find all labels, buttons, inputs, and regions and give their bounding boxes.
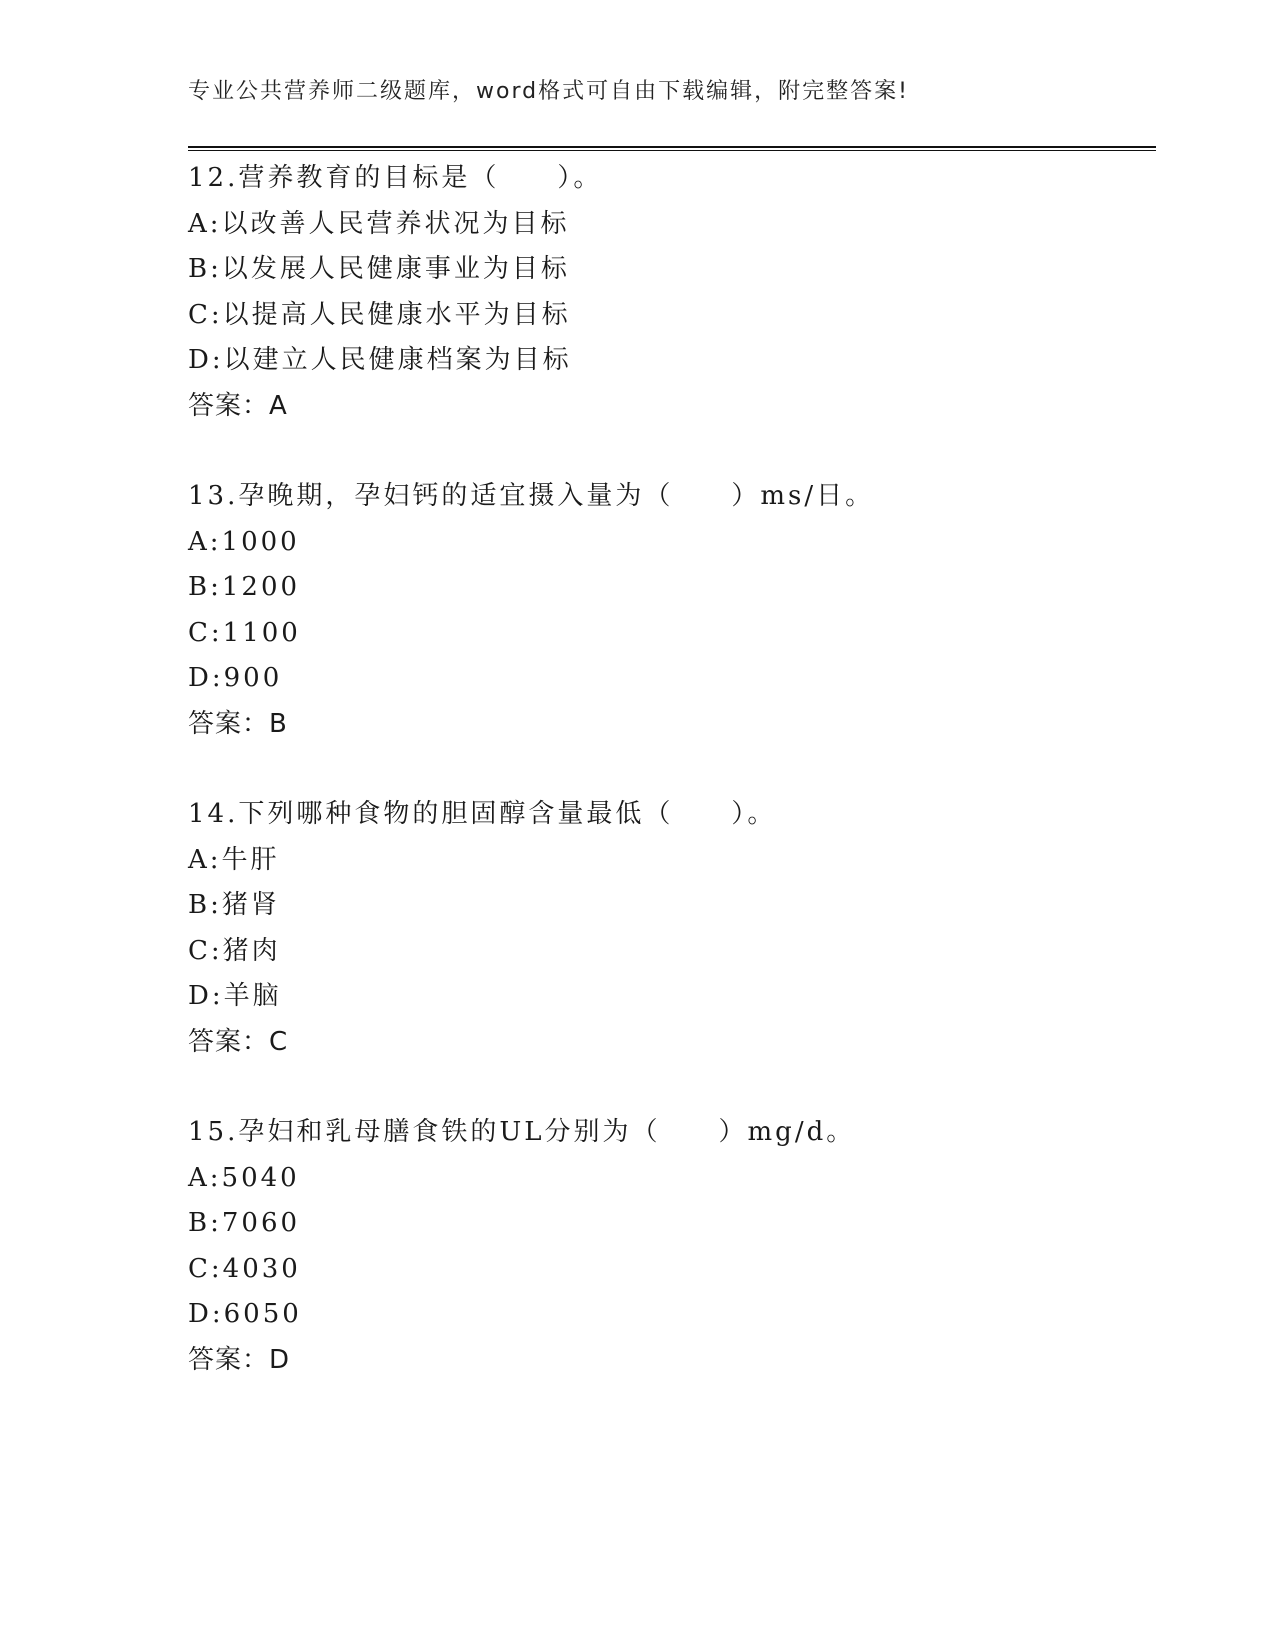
- header-rule: [188, 146, 1156, 151]
- option-a: A:以改善人民营养状况为目标: [188, 208, 570, 239]
- question-15: [188, 1110, 1148, 1383]
- option-c: C:4030: [188, 1253, 301, 1284]
- question-stem: 12.营养教育的目标是（ ）。: [188, 163, 603, 193]
- option-a: A:5040: [188, 1162, 300, 1193]
- question-stem: 15.孕妇和乳母膳食铁的UL分别为（ ）mg/d。: [188, 1117, 856, 1147]
- page-header: 专业公共营养师二级题库，word格式可自由下载编辑，附完整答案!: [188, 79, 909, 104]
- answer: 答案：A: [188, 390, 288, 421]
- option-c: C:猪肉: [188, 935, 281, 966]
- option-b: B:以发展人民健康事业为目标: [188, 254, 570, 284]
- option-b: B:猪肾: [188, 890, 280, 920]
- option-d: D:6050: [188, 1299, 302, 1329]
- option-d: D:羊脑: [188, 981, 282, 1011]
- option-c: C:1100: [188, 617, 301, 648]
- option-d: D:以建立人民健康档案为目标: [188, 345, 572, 375]
- answer: 答案：B: [188, 708, 288, 739]
- question-stem: 14.下列哪种食物的胆固醇含量最低（ ）。: [188, 799, 777, 829]
- option-b: B:1200: [188, 572, 301, 602]
- option-a: A:1000: [188, 526, 300, 557]
- question-stem: 13.孕晚期，孕妇钙的适宜摄入量为（ ）ms/日。: [188, 481, 875, 511]
- question-list: [188, 156, 1148, 1428]
- option-a: A:牛肝: [188, 844, 280, 875]
- question-13: [188, 474, 1148, 747]
- question-14: [188, 792, 1148, 1065]
- answer: 答案：C: [188, 1026, 289, 1057]
- option-c: C:以提高人民健康水平为目标: [188, 299, 571, 330]
- question-12: [188, 156, 1148, 429]
- option-d: D:900: [188, 663, 283, 693]
- answer: 答案：D: [188, 1344, 291, 1375]
- option-b: B:7060: [188, 1208, 301, 1238]
